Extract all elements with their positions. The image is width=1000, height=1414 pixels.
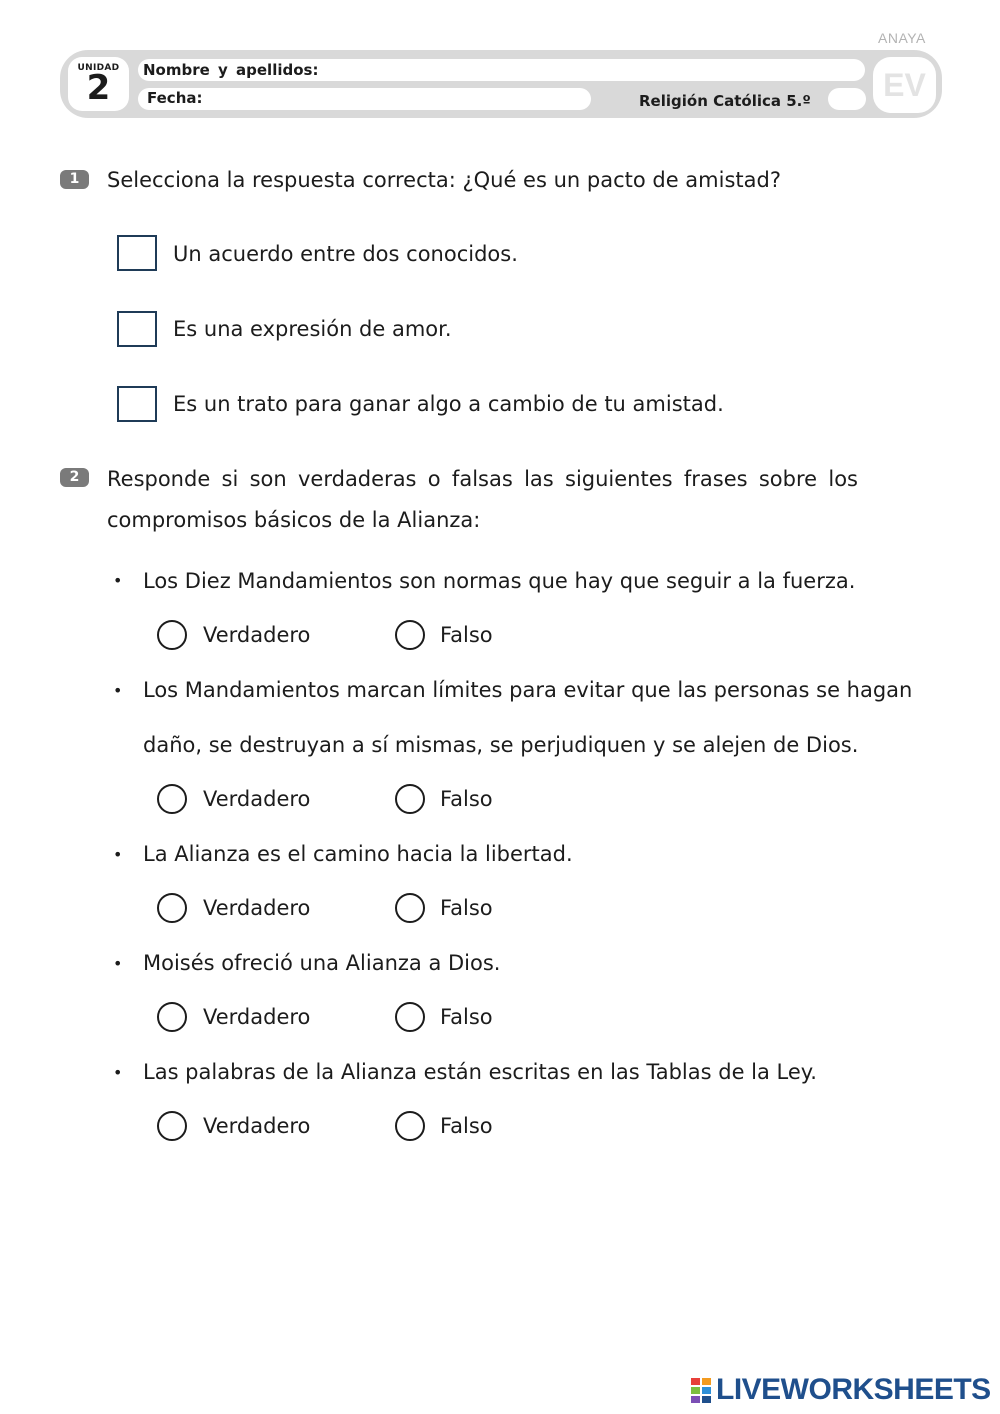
- question-2-prompt-line-2: compromisos básicos de la Alianza:: [107, 508, 481, 532]
- statement-2-false-radio[interactable]: [395, 784, 425, 814]
- bullet: •: [113, 571, 123, 590]
- liveworksheets-logo: [691, 1374, 991, 1406]
- subject-label: Religión Católica 5.º: [639, 92, 811, 110]
- statement-5-false-radio[interactable]: [395, 1111, 425, 1141]
- grade-field[interactable]: [828, 88, 866, 110]
- date-label: Fecha:: [147, 89, 203, 107]
- ev-label: EV: [883, 67, 926, 103]
- statement-1-text: Los Diez Mandamientos son normas que hay que seguir a la fuerza.: [143, 569, 856, 593]
- statement-1-false-label: Falso: [440, 623, 493, 647]
- name-label: Nombre y apellidos:: [143, 61, 319, 79]
- statement-2-true-radio[interactable]: [157, 784, 187, 814]
- statement-3-text: La Alianza es el camino hacia la libertad.: [143, 842, 573, 866]
- bullet: •: [113, 681, 123, 700]
- statement-2-text-line-1: Los Mandamientos marcan límites para evitar que las personas se hagan: [143, 678, 913, 702]
- date-field[interactable]: [138, 88, 591, 110]
- question-1-prompt: Selecciona la respuesta correcta: ¿Qué es un pacto de amistad?: [107, 168, 781, 192]
- statement-2-text-line-2: daño, se destruyan a sí mismas, se perjudiquen y se alejen de Dios.: [143, 733, 859, 757]
- bullet: •: [113, 1063, 123, 1082]
- statement-4-true-radio[interactable]: [157, 1002, 187, 1032]
- statement-4-false-radio[interactable]: [395, 1002, 425, 1032]
- option-3-label: Es un trato para ganar algo a cambio de tu amistad.: [173, 392, 724, 416]
- question-2-prompt-line-1: Responde si son verdaderas o falsas las siguientes frases sobre los: [107, 467, 858, 491]
- statement-4-text: Moisés ofreció una Alianza a Dios.: [143, 951, 501, 975]
- unit-label: UNIDAD: [77, 63, 120, 73]
- statement-3-false-radio[interactable]: [395, 893, 425, 923]
- statement-4-true-label: Verdadero: [203, 1005, 311, 1029]
- option-3-checkbox[interactable]: [117, 386, 157, 422]
- unit-number: 2: [86, 68, 111, 108]
- question-number-2: 2: [60, 468, 89, 487]
- statement-5-true-radio[interactable]: [157, 1111, 187, 1141]
- option-1-label: Un acuerdo entre dos conocidos.: [173, 242, 518, 266]
- statement-3-false-label: Falso: [440, 896, 493, 920]
- option-2-label: Es una expresión de amor.: [173, 317, 452, 341]
- liveworksheets-grid-icon: [691, 1378, 713, 1404]
- bullet: •: [113, 845, 123, 864]
- statement-5-text: Las palabras de la Alianza están escritas en las Tablas de la Ley.: [143, 1060, 817, 1084]
- publisher-logo: ANAYA: [878, 30, 926, 46]
- option-2-checkbox[interactable]: [117, 311, 157, 347]
- question-number-1: 1: [60, 170, 89, 189]
- statement-5-false-label: Falso: [440, 1114, 493, 1138]
- bullet: •: [113, 954, 123, 973]
- statement-3-true-label: Verdadero: [203, 896, 311, 920]
- statement-2-true-label: Verdadero: [203, 787, 311, 811]
- name-field[interactable]: [138, 59, 865, 81]
- ev-badge: [873, 57, 936, 113]
- statement-4-false-label: Falso: [440, 1005, 493, 1029]
- statement-1-false-radio[interactable]: [395, 620, 425, 650]
- option-1-checkbox[interactable]: [117, 235, 157, 271]
- liveworksheets-wordmark: LIVEWORKSHEETS: [716, 1373, 991, 1406]
- statement-1-true-label: Verdadero: [203, 623, 311, 647]
- statement-5-true-label: Verdadero: [203, 1114, 311, 1138]
- statement-2-false-label: Falso: [440, 787, 493, 811]
- unit-badge: [68, 57, 129, 111]
- statement-1-true-radio[interactable]: [157, 620, 187, 650]
- statement-3-true-radio[interactable]: [157, 893, 187, 923]
